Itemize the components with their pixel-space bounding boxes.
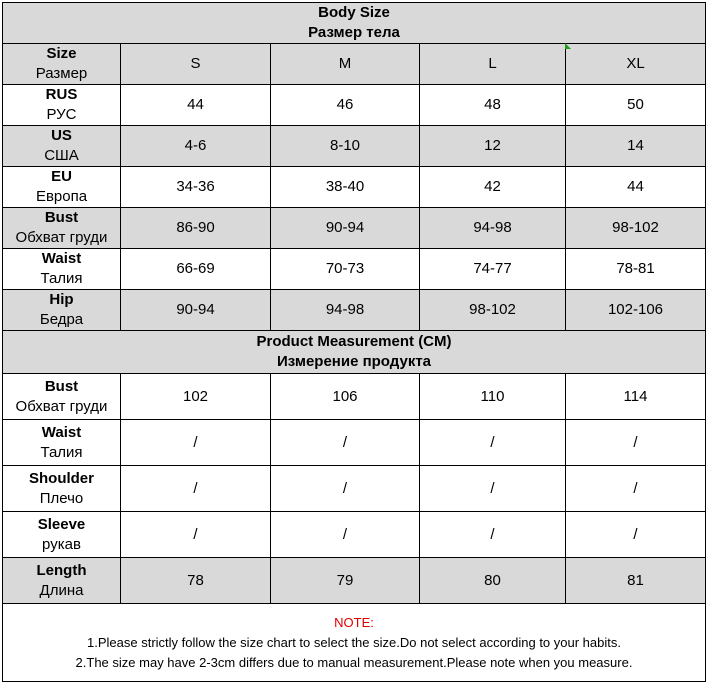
cell-value: / bbox=[121, 466, 271, 512]
cell-value: 81 bbox=[566, 558, 706, 604]
cell-value: / bbox=[121, 512, 271, 558]
cell-value: 80 bbox=[420, 558, 566, 604]
cell-value: 98-102 bbox=[420, 290, 566, 331]
row-label bbox=[3, 85, 121, 126]
cell-value: 94-98 bbox=[271, 290, 420, 331]
product-measurement-title bbox=[3, 331, 706, 374]
row-label bbox=[3, 249, 121, 290]
body-row-waist bbox=[3, 249, 706, 290]
row-label-en: US bbox=[51, 127, 72, 144]
cell-value: / bbox=[566, 420, 706, 466]
cell-value: / bbox=[566, 512, 706, 558]
row-label-ru: РУС bbox=[46, 106, 77, 123]
cell-value: 90-94 bbox=[271, 208, 420, 249]
product-measurement-title-ru: Измерение продукта bbox=[276, 353, 432, 370]
row-label-ru: Талия bbox=[40, 443, 83, 461]
cell-value: 38-40 bbox=[271, 167, 420, 208]
size-header-row bbox=[3, 44, 706, 85]
row-label-ru: Бедра bbox=[39, 311, 84, 328]
cell-value: 98-102 bbox=[566, 208, 706, 249]
body-row-bust bbox=[3, 208, 706, 249]
row-label-ru: рукав bbox=[42, 535, 81, 553]
cell-value: 110 bbox=[420, 374, 566, 420]
cell-value: / bbox=[121, 420, 271, 466]
size-header-s: S bbox=[121, 44, 271, 85]
note-row bbox=[3, 604, 706, 682]
row-label-en: Hip bbox=[49, 291, 74, 308]
row-label bbox=[3, 167, 121, 208]
cell-value: 12 bbox=[420, 126, 566, 167]
product-row-bust bbox=[3, 374, 706, 420]
cell-value: / bbox=[420, 466, 566, 512]
row-label-en: Length bbox=[36, 561, 87, 579]
cell-value: 48 bbox=[420, 85, 566, 126]
cell-value: / bbox=[420, 512, 566, 558]
cell-value: 46 bbox=[271, 85, 420, 126]
cell-comment-marker bbox=[565, 43, 571, 49]
cell-value: 42 bbox=[420, 167, 566, 208]
cell-value: 78-81 bbox=[566, 249, 706, 290]
row-label bbox=[3, 512, 121, 558]
body-row-hip bbox=[3, 290, 706, 331]
note-line-2: 2.The size may have 2-3cm differs due to manual measurement.Please note when you measure. bbox=[75, 654, 633, 670]
row-label-en: Bust bbox=[44, 209, 79, 226]
body-row-rus bbox=[3, 85, 706, 126]
size-header-m: M bbox=[271, 44, 420, 85]
size-header-l: L bbox=[420, 44, 566, 85]
body-size-title bbox=[3, 3, 706, 44]
body-size-title-ru: Размер тела bbox=[308, 24, 400, 41]
product-row-shoulder bbox=[3, 466, 706, 512]
size-header-label bbox=[3, 44, 121, 85]
body-row-us bbox=[3, 126, 706, 167]
row-label bbox=[3, 290, 121, 331]
body-row-eu bbox=[3, 167, 706, 208]
body-size-title-row bbox=[3, 3, 706, 44]
size-header-xl: XL bbox=[566, 44, 706, 85]
cell-value: 14 bbox=[566, 126, 706, 167]
row-label bbox=[3, 420, 121, 466]
cell-value: 4-6 bbox=[121, 126, 271, 167]
cell-value: 102-106 bbox=[566, 290, 706, 331]
cell-value: / bbox=[271, 466, 420, 512]
cell-value: 74-77 bbox=[420, 249, 566, 290]
cell-value: 86-90 bbox=[121, 208, 271, 249]
cell-value: 90-94 bbox=[121, 290, 271, 331]
product-measurement-title-en: Product Measurement (CM) bbox=[256, 333, 452, 350]
size-header-label-en: Size bbox=[46, 45, 77, 62]
row-label-ru: Талия bbox=[40, 270, 83, 287]
cell-value: 50 bbox=[566, 85, 706, 126]
row-label-en: Sleeve bbox=[37, 515, 86, 533]
row-label-en: Waist bbox=[41, 423, 82, 441]
body-size-title-en: Body Size bbox=[318, 4, 390, 21]
cell-value: 66-69 bbox=[121, 249, 271, 290]
cell-value: / bbox=[271, 512, 420, 558]
row-label bbox=[3, 126, 121, 167]
size-chart-table bbox=[2, 2, 706, 682]
cell-value: 70-73 bbox=[271, 249, 420, 290]
row-label bbox=[3, 466, 121, 512]
product-row-sleeve bbox=[3, 512, 706, 558]
cell-value: 34-36 bbox=[121, 167, 271, 208]
cell-value: 114 bbox=[566, 374, 706, 420]
cell-value: 44 bbox=[566, 167, 706, 208]
cell-value: 102 bbox=[121, 374, 271, 420]
row-label-ru: Обхват груди bbox=[15, 397, 108, 415]
row-label-ru: Европа bbox=[35, 188, 88, 205]
size-header-label-ru: Размер bbox=[35, 65, 88, 82]
row-label bbox=[3, 558, 121, 604]
product-row-waist bbox=[3, 420, 706, 466]
product-measurement-title-row bbox=[3, 331, 706, 374]
row-label bbox=[3, 374, 121, 420]
product-row-length bbox=[3, 558, 706, 604]
row-label-ru: Длина bbox=[39, 581, 84, 599]
row-label bbox=[3, 208, 121, 249]
cell-value: 78 bbox=[121, 558, 271, 604]
cell-value: / bbox=[271, 420, 420, 466]
row-label-ru: Плечо bbox=[39, 489, 84, 507]
cell-value: 79 bbox=[271, 558, 420, 604]
note-line-1: 1.Please strictly follow the size chart to select the size.Do not select according to your habits. bbox=[87, 634, 621, 650]
note-cell bbox=[3, 604, 706, 682]
row-label-en: Bust bbox=[44, 377, 79, 395]
cell-value: 44 bbox=[121, 85, 271, 126]
cell-value: / bbox=[566, 466, 706, 512]
cell-value: 8-10 bbox=[271, 126, 420, 167]
cell-value: 106 bbox=[271, 374, 420, 420]
row-label-ru: США bbox=[44, 147, 79, 164]
cell-value: / bbox=[420, 420, 566, 466]
row-label-en: Shoulder bbox=[28, 469, 94, 487]
row-label-en: Waist bbox=[41, 250, 82, 267]
row-label-en: RUS bbox=[45, 86, 78, 103]
row-label-ru: Обхват груди bbox=[15, 229, 108, 246]
row-label-en: EU bbox=[51, 168, 72, 185]
note-title: NOTE: bbox=[334, 614, 374, 630]
cell-value: 94-98 bbox=[420, 208, 566, 249]
